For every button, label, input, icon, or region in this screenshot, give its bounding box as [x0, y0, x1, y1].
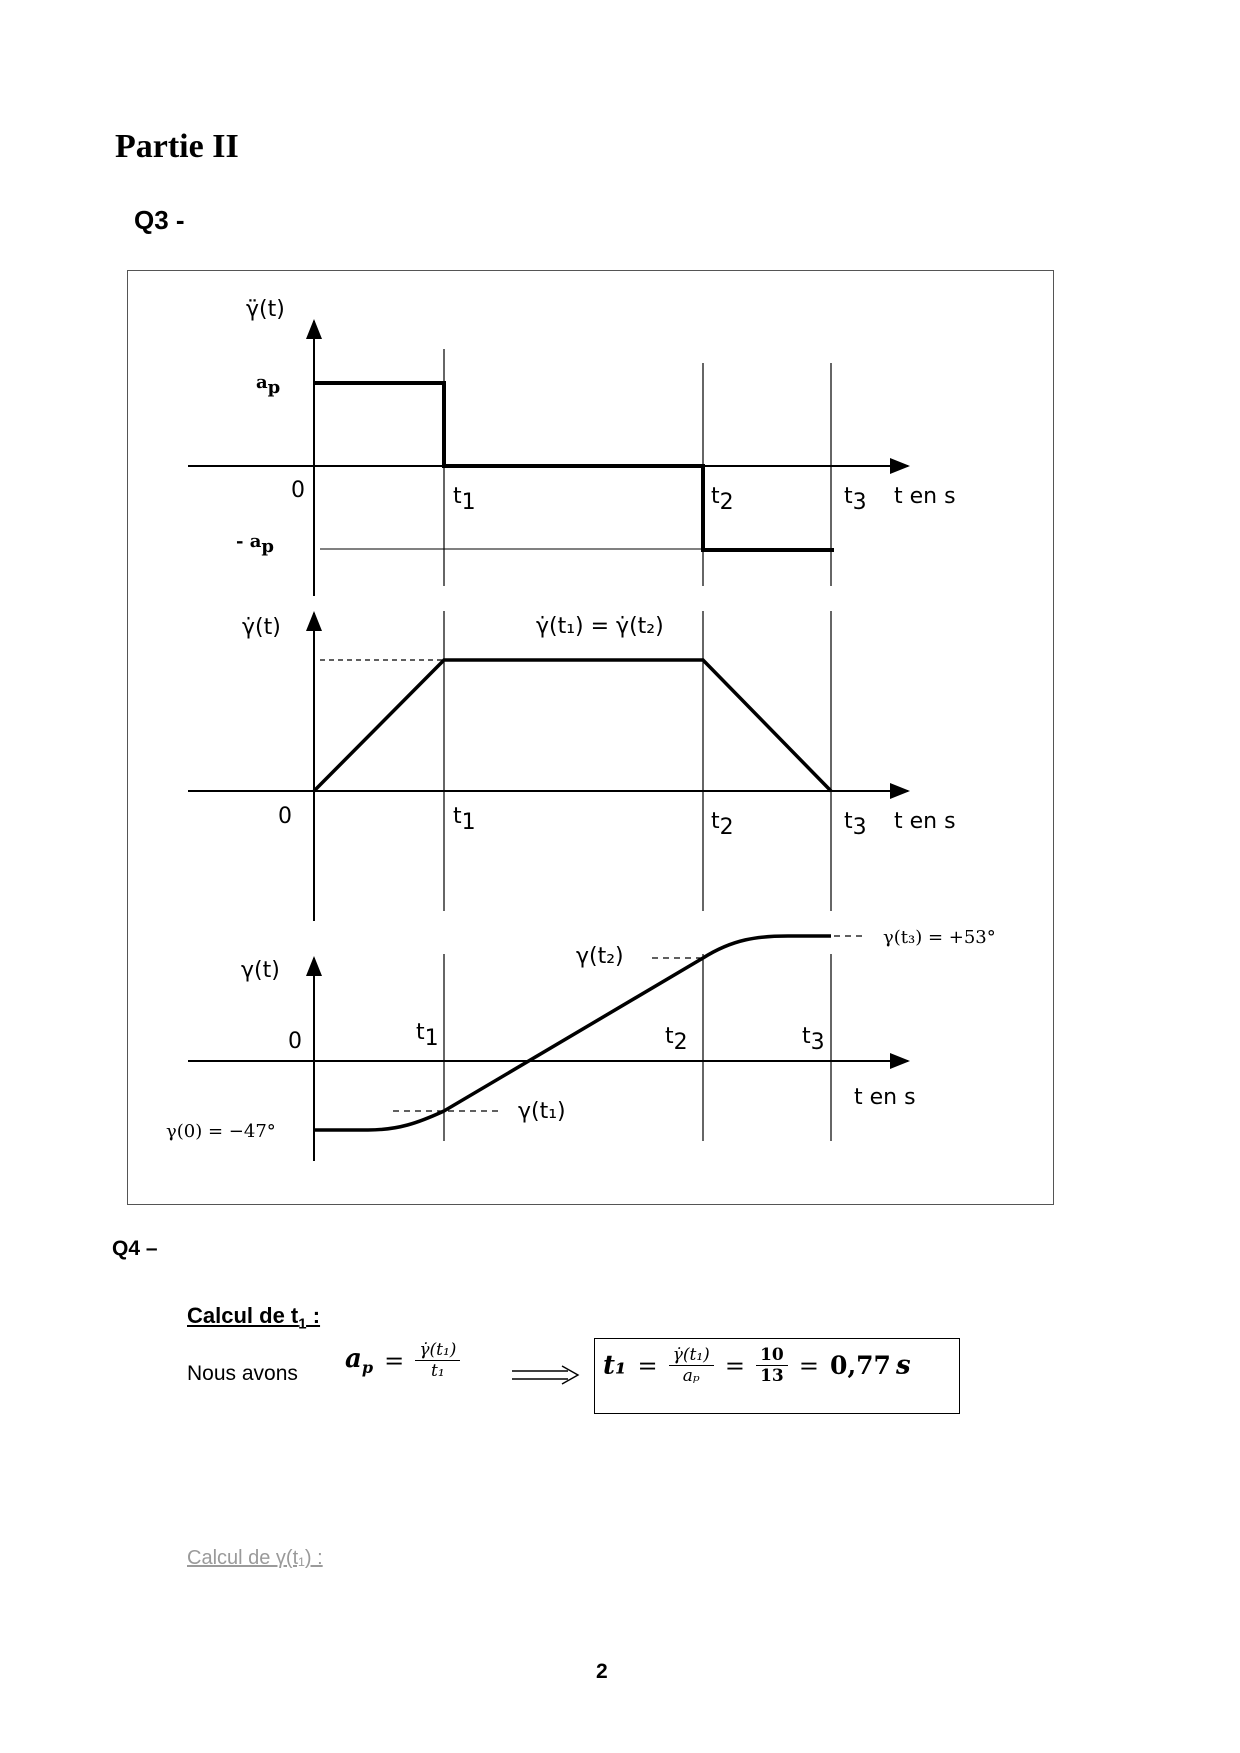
calc-t1-title: Calcul de $t_1$ : [187, 1303, 321, 1333]
pos-gamma-t2-label: γ(t₂) [576, 944, 624, 969]
acceleration-plot [188, 297, 956, 596]
question-3-label: Q3 - [134, 205, 185, 235]
vel-axis-label: t en s [894, 809, 956, 834]
vel-y-label: γ̇(t) [242, 615, 281, 640]
t1-result-box: t₁ = $\frac{\text{γ̇(t₁)}}{\text{aₚ}}$ = $\frac{10}{13}$ = 0,77 s [594, 1338, 960, 1414]
t1-symbol: t₁ [603, 1350, 627, 1381]
ap-symbol: $a_p$ [345, 1343, 374, 1378]
question-4-label: Q4 – [112, 1237, 158, 1260]
page-number: 2 [596, 1660, 608, 1683]
equals-sign: = [384, 1346, 405, 1375]
calc-t1-intro: Nous avons [187, 1362, 298, 1385]
pos-profile [314, 936, 831, 1130]
motion-profile-diagram [128, 271, 1055, 1206]
pos-y-label: γ(t) [241, 958, 280, 983]
acc-y-label: γ̈(t) [246, 297, 285, 322]
implies-arrow-icon [512, 1365, 582, 1385]
vel-equality-label: γ̇(t₁) = γ̇(t₂) [536, 614, 664, 639]
vel-zero-label: 0 [278, 804, 292, 829]
pos-t3-label: t3 [802, 1024, 825, 1055]
motion-profile-figure [127, 270, 1054, 1205]
section-heading: Partie II [115, 128, 239, 165]
velocity-plot [188, 613, 956, 921]
pos-axis-label: t en s [854, 1085, 916, 1110]
t1-numeric-fraction: $\frac{10}{13}$ [756, 1345, 788, 1386]
pos-gamma-t1-label: γ(t₁) [518, 1099, 566, 1124]
vel-t1-label: t1 [453, 804, 476, 835]
pos-gamma-0-label: γ(0) = −47° [166, 1121, 276, 1142]
ap-formula [345, 1340, 460, 1381]
acc-zero-label: 0 [291, 478, 305, 503]
t1-fraction: $\frac{\text{γ̇(t₁)}}{\text{aₚ}}$ [669, 1345, 714, 1386]
acc-t1-label: t1 [453, 484, 476, 515]
pos-zero-label: 0 [288, 1029, 302, 1054]
calc-gamma-title: Calcul de γ(t₁) : [187, 1547, 323, 1569]
acc-axis-label: t en s [894, 484, 956, 509]
acc-t3-label: t3 [844, 484, 867, 515]
vel-profile [314, 660, 831, 791]
position-plot [166, 927, 996, 1161]
vel-t3-label: t3 [844, 809, 867, 840]
t1-value: 0,77 [830, 1351, 891, 1380]
acc-neg-ap-label: - ap [236, 531, 274, 557]
vel-t2-label: t2 [711, 809, 734, 840]
t1-unit: s [896, 1350, 911, 1381]
pos-gamma-t3-label: γ(t₃) = +53° [883, 927, 996, 948]
ap-fraction: $\frac{\text{γ̇(t₁)}}{\text{t₁}}$ [415, 1340, 460, 1381]
acc-t2-label: t2 [711, 484, 734, 515]
pos-t2-label: t2 [665, 1024, 688, 1055]
pos-t1-label: t1 [416, 1020, 439, 1051]
acc-ap-label: ap [256, 372, 281, 398]
